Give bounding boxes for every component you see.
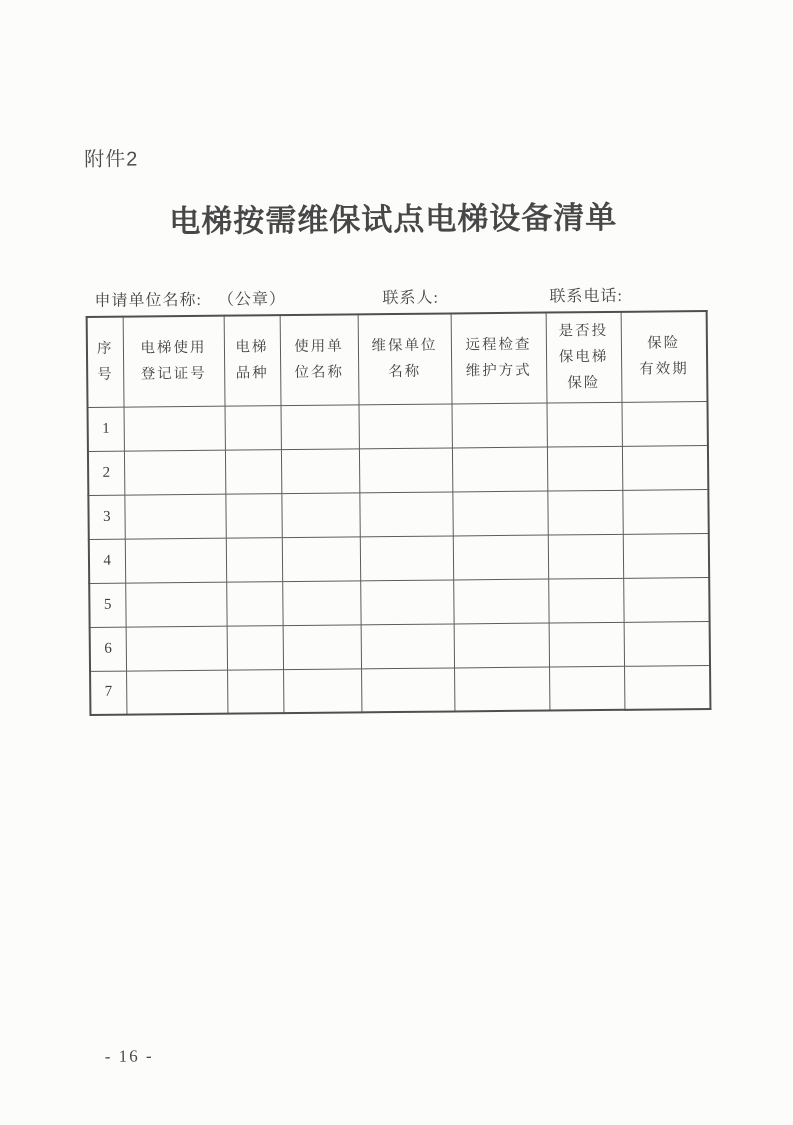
contact-person-label: 联系人: xyxy=(382,289,440,308)
empty-data-cell xyxy=(549,666,624,711)
empty-data-cell xyxy=(126,626,227,671)
table-row xyxy=(90,621,710,671)
table-header xyxy=(87,311,708,407)
empty-data-cell xyxy=(624,665,710,710)
row-number-cell: 7 xyxy=(90,671,126,715)
table-row xyxy=(88,489,708,539)
empty-data-cell xyxy=(623,533,709,578)
empty-data-cell xyxy=(282,536,360,581)
empty-data-cell xyxy=(451,403,546,448)
empty-data-cell xyxy=(360,535,453,580)
row-number-cell: 3 xyxy=(88,495,124,539)
empty-data-cell xyxy=(283,624,361,669)
equipment-list-table xyxy=(86,310,712,716)
empty-data-cell xyxy=(548,534,623,579)
row-number-cell: 2 xyxy=(88,451,124,495)
table-body xyxy=(88,401,711,715)
empty-data-cell xyxy=(283,668,361,713)
table-row xyxy=(88,445,708,495)
empty-data-cell xyxy=(225,405,281,450)
empty-data-cell xyxy=(125,538,226,583)
col-header-registration-cert-no: 电梯使用 登记证号 xyxy=(123,316,225,407)
document-title: 电梯按需维保试点电梯设备清单 xyxy=(169,199,618,240)
col-header-user-unit-name: 使用单 位名称 xyxy=(280,314,359,405)
applicant-name-label: 申请单位名称: xyxy=(94,291,203,310)
row-number-cell: 5 xyxy=(89,583,125,627)
empty-data-cell xyxy=(452,491,547,536)
empty-data-cell xyxy=(124,494,225,539)
empty-data-cell xyxy=(227,669,283,714)
empty-data-cell xyxy=(359,447,452,492)
col-header-serial-number: 序 号 xyxy=(87,317,124,407)
table-row xyxy=(90,665,710,715)
page-number: - 16 - xyxy=(104,1046,154,1066)
empty-data-cell xyxy=(227,625,283,670)
empty-data-cell xyxy=(124,450,225,495)
empty-data-cell xyxy=(548,578,623,623)
empty-data-cell xyxy=(454,623,549,668)
col-header-maintenance-unit-name: 维保单位 名称 xyxy=(358,313,452,404)
empty-data-cell xyxy=(281,404,359,449)
col-header-elevator-variety: 电梯 品种 xyxy=(224,315,281,406)
col-header-insurance-validity: 保险 有效期 xyxy=(621,311,708,402)
contact-phone-label: 联系电话: xyxy=(549,287,624,306)
empty-data-cell xyxy=(124,406,225,451)
table-row xyxy=(88,401,708,451)
col-header-insurance-purchased: 是否投 保电梯 保险 xyxy=(546,312,622,403)
row-number-cell: 1 xyxy=(88,407,124,451)
empty-data-cell xyxy=(624,621,710,666)
empty-data-cell xyxy=(225,493,281,538)
empty-data-cell xyxy=(282,580,360,625)
attachment-label: 附件2 xyxy=(84,148,139,171)
table-header-row xyxy=(87,311,708,407)
empty-data-cell xyxy=(453,579,548,624)
empty-data-cell xyxy=(546,402,621,447)
empty-data-cell xyxy=(226,537,282,582)
empty-data-cell xyxy=(452,447,547,492)
table-row xyxy=(89,533,709,583)
empty-data-cell xyxy=(226,581,282,626)
empty-data-cell xyxy=(361,623,454,668)
row-number-cell: 4 xyxy=(89,539,125,583)
empty-data-cell xyxy=(361,667,454,712)
empty-data-cell xyxy=(359,491,452,536)
empty-data-cell xyxy=(281,492,359,537)
empty-data-cell xyxy=(358,403,451,448)
empty-data-cell xyxy=(547,490,622,535)
empty-data-cell xyxy=(622,489,708,534)
empty-data-cell xyxy=(225,449,281,494)
empty-data-cell xyxy=(360,579,453,624)
empty-data-cell xyxy=(453,535,548,580)
empty-data-cell xyxy=(125,582,226,627)
col-header-remote-inspection-method: 远程检查 维护方式 xyxy=(451,313,547,404)
empty-data-cell xyxy=(281,448,359,493)
empty-data-cell xyxy=(622,445,708,490)
empty-data-cell xyxy=(547,446,622,491)
official-seal-label: （公章） xyxy=(217,291,287,309)
applicant-meta xyxy=(94,290,286,312)
empty-data-cell xyxy=(454,667,549,712)
empty-data-cell xyxy=(126,670,227,715)
row-number-cell: 6 xyxy=(90,627,126,671)
empty-data-cell xyxy=(623,577,709,622)
table-row xyxy=(89,577,709,627)
empty-data-cell xyxy=(621,401,707,446)
empty-data-cell xyxy=(549,622,624,667)
